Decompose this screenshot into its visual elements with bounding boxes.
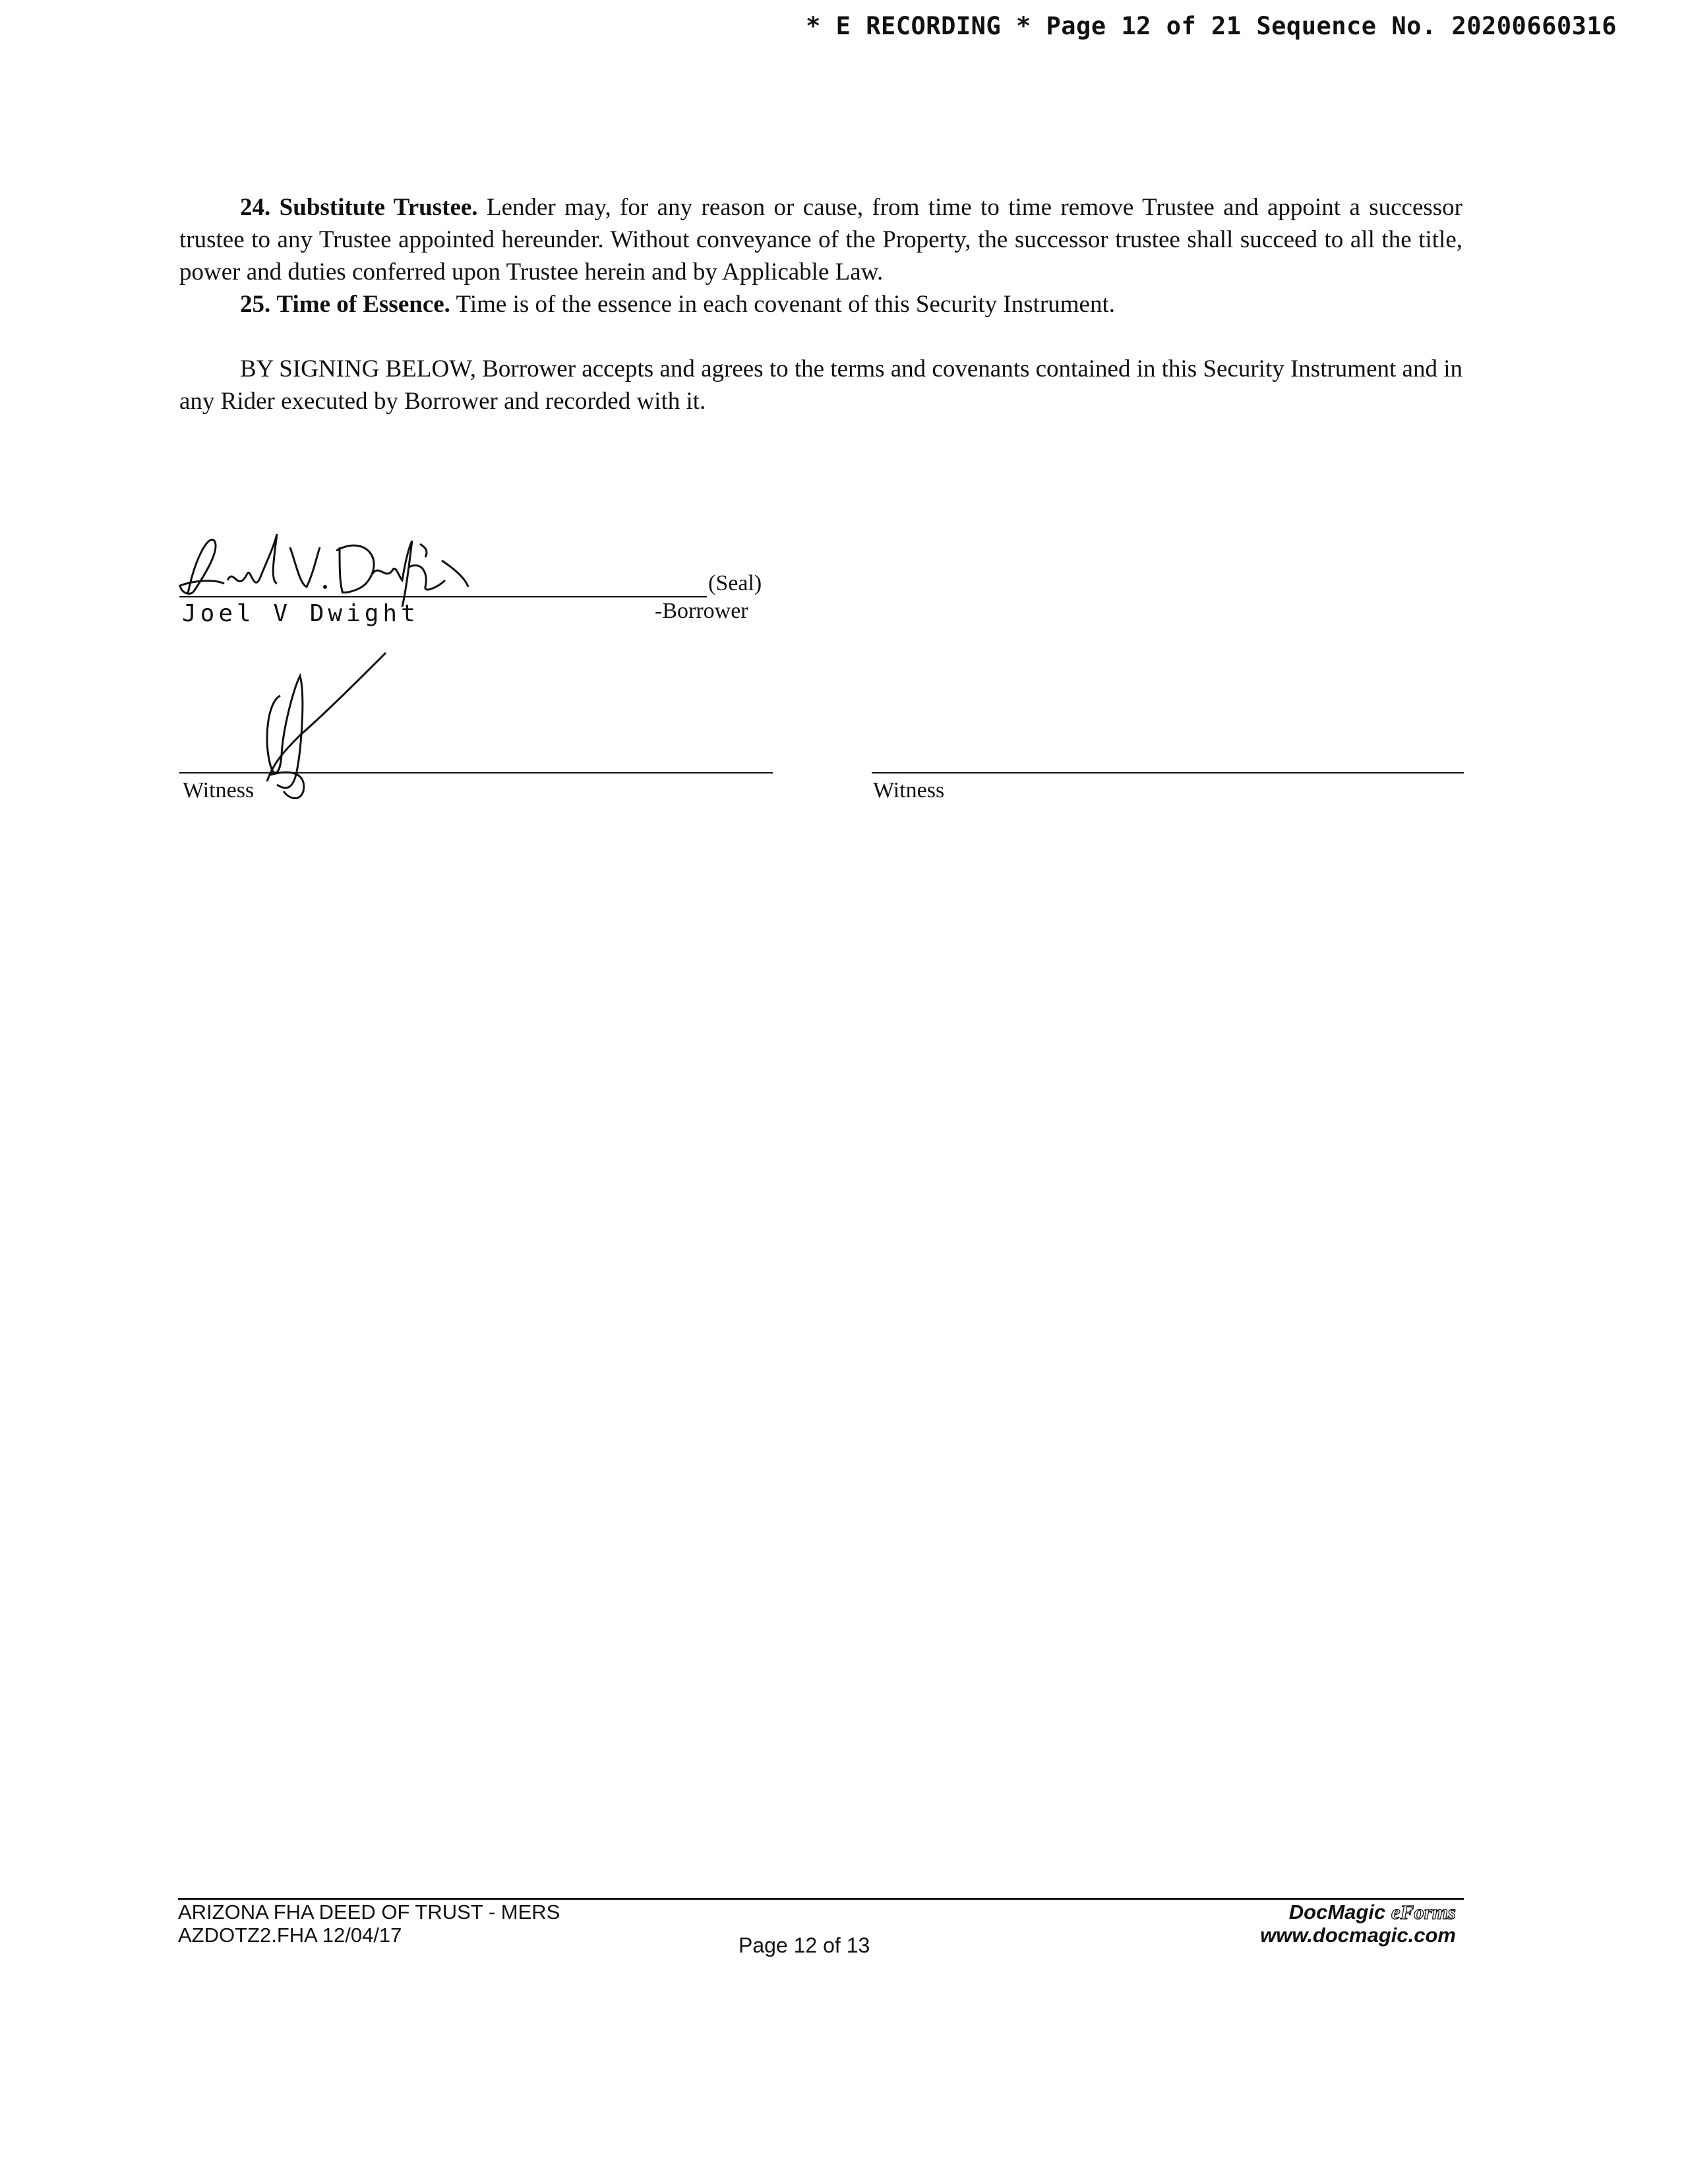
witness-right-label: Witness (873, 778, 945, 803)
section-24-heading: Substitute Trustee. (279, 194, 478, 221)
footer-rule (178, 1898, 1464, 1900)
signing-statement-block (179, 353, 1462, 417)
footer-form-title: ARIZONA FHA DEED OF TRUST - MERS (178, 1900, 560, 1924)
footer-brand (1260, 1900, 1456, 1947)
section-25-heading: Time of Essence. (276, 291, 450, 318)
witness-left-line (179, 772, 773, 774)
footer-brand-prefix: DocMagic (1288, 1900, 1386, 1924)
borrower-name: Joel V Dwight (182, 600, 419, 627)
witness-left-label: Witness (183, 778, 255, 803)
recording-header: * E RECORDING * Page 12 of 21 Sequence No. 20200660316 (806, 12, 1617, 40)
footer-form-info (178, 1900, 560, 1947)
borrower-signature (175, 521, 478, 613)
seal-label: (Seal) (708, 571, 762, 595)
section-25-number: 25. (240, 291, 271, 318)
section-24 (179, 191, 1462, 320)
section-25 (179, 288, 1462, 320)
footer-form-code: AZDOTZ2.FHA 12/04/17 (178, 1924, 402, 1947)
section-24-number: 24. (240, 194, 271, 221)
footer-brand-suffix: eForms (1391, 1900, 1456, 1924)
footer-page-number: Page 12 of 13 (738, 1933, 870, 1957)
section-24-text: Lender may, for any reason or cause, from time to time remove Trustee and appoint a successor trustee to any Trustee appointed hereunder. Without conveyance of the Property, the successor trustee shall succeed to all the title, power and duties conferred upon Trustee herein and by Applicable Law. (179, 194, 1463, 286)
witness-right-line (872, 772, 1464, 774)
footer-website: www.docmagic.com (1260, 1924, 1456, 1947)
section-25-text: Time is of the essence in each covenant of this Security Instrument. (456, 291, 1115, 318)
borrower-role-label: -Borrower (655, 599, 748, 623)
witness-signature (254, 650, 399, 808)
signing-statement: BY SIGNING BELOW, Borrower accepts and agrees to the terms and covenants contained in this Security Instrument and in any Rider executed by Borrower and recorded with it. (179, 355, 1462, 415)
borrower-signature-line (179, 596, 707, 597)
